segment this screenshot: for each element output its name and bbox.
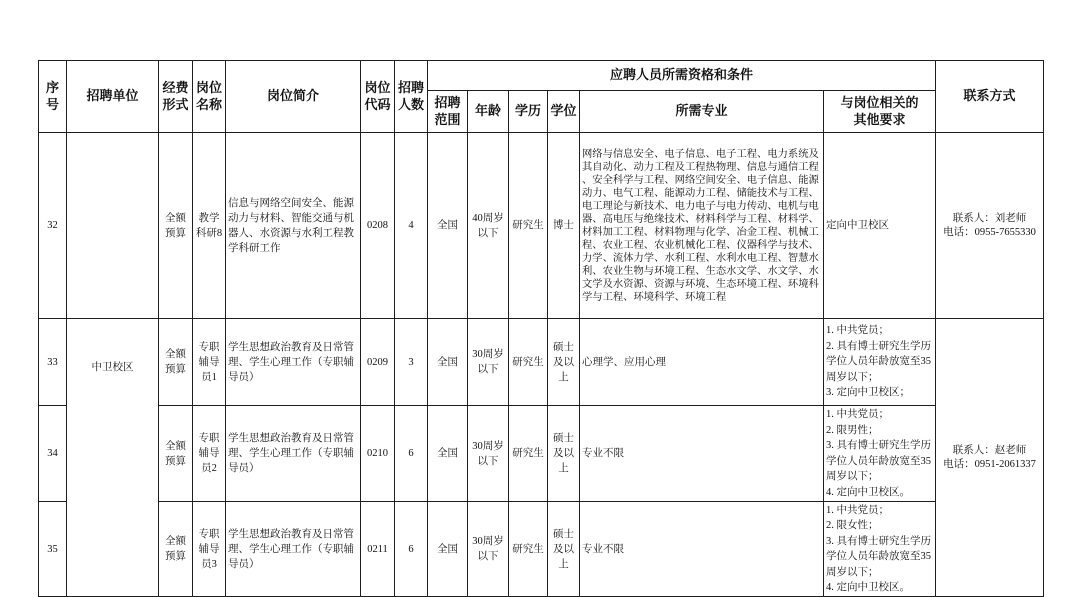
header-funding: 经费 形式 [159, 61, 193, 133]
cell-post-intro: 学生思想政治教育及日常管 理、学生心理工作（专职辅 导员） [226, 502, 361, 597]
cell-age: 40周岁 以下 [468, 133, 509, 319]
cell-scope: 全国 [428, 502, 468, 597]
header-major: 所需专业 [580, 91, 824, 133]
cell-degree: 硕士 及以 上 [548, 406, 580, 502]
cell-education: 研究生 [509, 502, 548, 597]
cell-degree: 硕士 及以 上 [548, 319, 580, 406]
header-contact: 联系方式 [936, 61, 1044, 133]
header-post-name: 岗位 名称 [193, 61, 226, 133]
header-age: 年龄 [468, 91, 509, 133]
cell-major: 专业不限 [580, 406, 824, 502]
cell-major: 网络与信息安全、电子信息、电子工程、电力系统及 其自动化、动力工程及工程热物理、信息与通信工程 、安全科学与工程、网络空间安全、电子信息、能源 动力、电气工程、能源动力工程、储能技术与工程、 电工理论与新技术、电力电子与电力传动、电机与电 器、高电压与绝缘技术、材料科学与工程、材料学、 材料加工工程、材料物理与化学、冶金工程、机械工 程、农业工程、农业机械化工程、仪器科学与技术、 力学、流体力学、水利工程、水利水电工程、智慧水 利、农业生物与环境工程、生态水文学、水文学、水 文学及水资源、资源与环境、生态环境工程、环境科 学与工程、环境科学、环境工程 [580, 133, 824, 319]
header-qualifications: 应聘人员所需资格和条件 [428, 61, 936, 91]
cell-seq: 35 [39, 502, 67, 597]
cell-headcount: 6 [395, 502, 428, 597]
cell-unit [67, 133, 159, 319]
cell-contact: 联系人：刘老师 电话：0955-7655330 [936, 133, 1044, 319]
cell-post-intro: 信息与网络空间安全、能源 动力与材料、智能交通与机 器人、水资源与水利工程教 学科研工作 [226, 133, 361, 319]
header-headcount: 招聘 人数 [395, 61, 428, 133]
cell-unit: 中卫校区 [67, 319, 159, 597]
cell-post-intro: 学生思想政治教育及日常管 理、学生心理工作（专职辅 导员） [226, 406, 361, 502]
cell-major: 专业不限 [580, 502, 824, 597]
cell-seq: 33 [39, 319, 67, 406]
cell-other-requirements: 1. 中共党员； 2. 限男性； 3. 具有博士研究生学历 学位人员年龄放宽至35 周岁以下； 4. 定向中卫校区。 [824, 406, 936, 502]
cell-scope: 全国 [428, 133, 468, 319]
cell-post-code: 0211 [361, 502, 395, 597]
header-other-requirements: 与岗位相关的 其他要求 [824, 91, 936, 133]
cell-post-name: 教学 科研8 [193, 133, 226, 319]
header-post-code: 岗位 代码 [361, 61, 395, 133]
cell-education: 研究生 [509, 133, 548, 319]
cell-education: 研究生 [509, 319, 548, 406]
header-post-intro: 岗位简介 [226, 61, 361, 133]
cell-other-requirements: 1. 中共党员； 2. 具有博士研究生学历 学位人员年龄放宽至35 周岁以下； 3. 定向中卫校区； [824, 319, 936, 406]
cell-headcount: 4 [395, 133, 428, 319]
table-row [39, 133, 1044, 319]
cell-degree: 硕士 及以 上 [548, 502, 580, 597]
recruitment-table [38, 60, 1044, 597]
cell-other-requirements: 定向中卫校区 [824, 133, 936, 319]
header-degree: 学位 [548, 91, 580, 133]
header-row [39, 61, 1044, 91]
cell-post-name: 专职 辅导 员1 [193, 319, 226, 406]
header-unit: 招聘单位 [67, 61, 159, 133]
cell-contact: 联系人：赵老师 电话：0951-2061337 [936, 319, 1044, 597]
cell-scope: 全国 [428, 319, 468, 406]
cell-scope: 全国 [428, 406, 468, 502]
cell-post-code: 0208 [361, 133, 395, 319]
cell-age: 30周岁 以下 [468, 502, 509, 597]
cell-funding: 全额 预算 [159, 319, 193, 406]
cell-seq: 32 [39, 133, 67, 319]
cell-post-code: 0210 [361, 406, 395, 502]
cell-headcount: 3 [395, 319, 428, 406]
cell-funding: 全额 预算 [159, 133, 193, 319]
table-row [39, 319, 1044, 406]
cell-age: 30周岁 以下 [468, 406, 509, 502]
cell-education: 研究生 [509, 406, 548, 502]
cell-headcount: 6 [395, 406, 428, 502]
cell-age: 30周岁 以下 [468, 319, 509, 406]
cell-degree: 博士 [548, 133, 580, 319]
table-row [39, 502, 1044, 597]
header-education: 学历 [509, 91, 548, 133]
cell-post-intro: 学生思想政治教育及日常管 理、学生心理工作（专职辅 导员） [226, 319, 361, 406]
cell-post-name: 专职 辅导 员2 [193, 406, 226, 502]
table-row [39, 406, 1044, 502]
cell-funding: 全额 预算 [159, 502, 193, 597]
cell-funding: 全额 预算 [159, 406, 193, 502]
header-scope: 招聘 范围 [428, 91, 468, 133]
cell-post-name: 专职 辅导 员3 [193, 502, 226, 597]
cell-other-requirements: 1. 中共党员； 2. 限女性； 3. 具有博士研究生学历 学位人员年龄放宽至35 周岁以下； 4. 定向中卫校区。 [824, 502, 936, 597]
cell-major: 心理学、应用心理 [580, 319, 824, 406]
cell-post-code: 0209 [361, 319, 395, 406]
header-seq: 序 号 [39, 61, 67, 133]
cell-seq: 34 [39, 406, 67, 502]
